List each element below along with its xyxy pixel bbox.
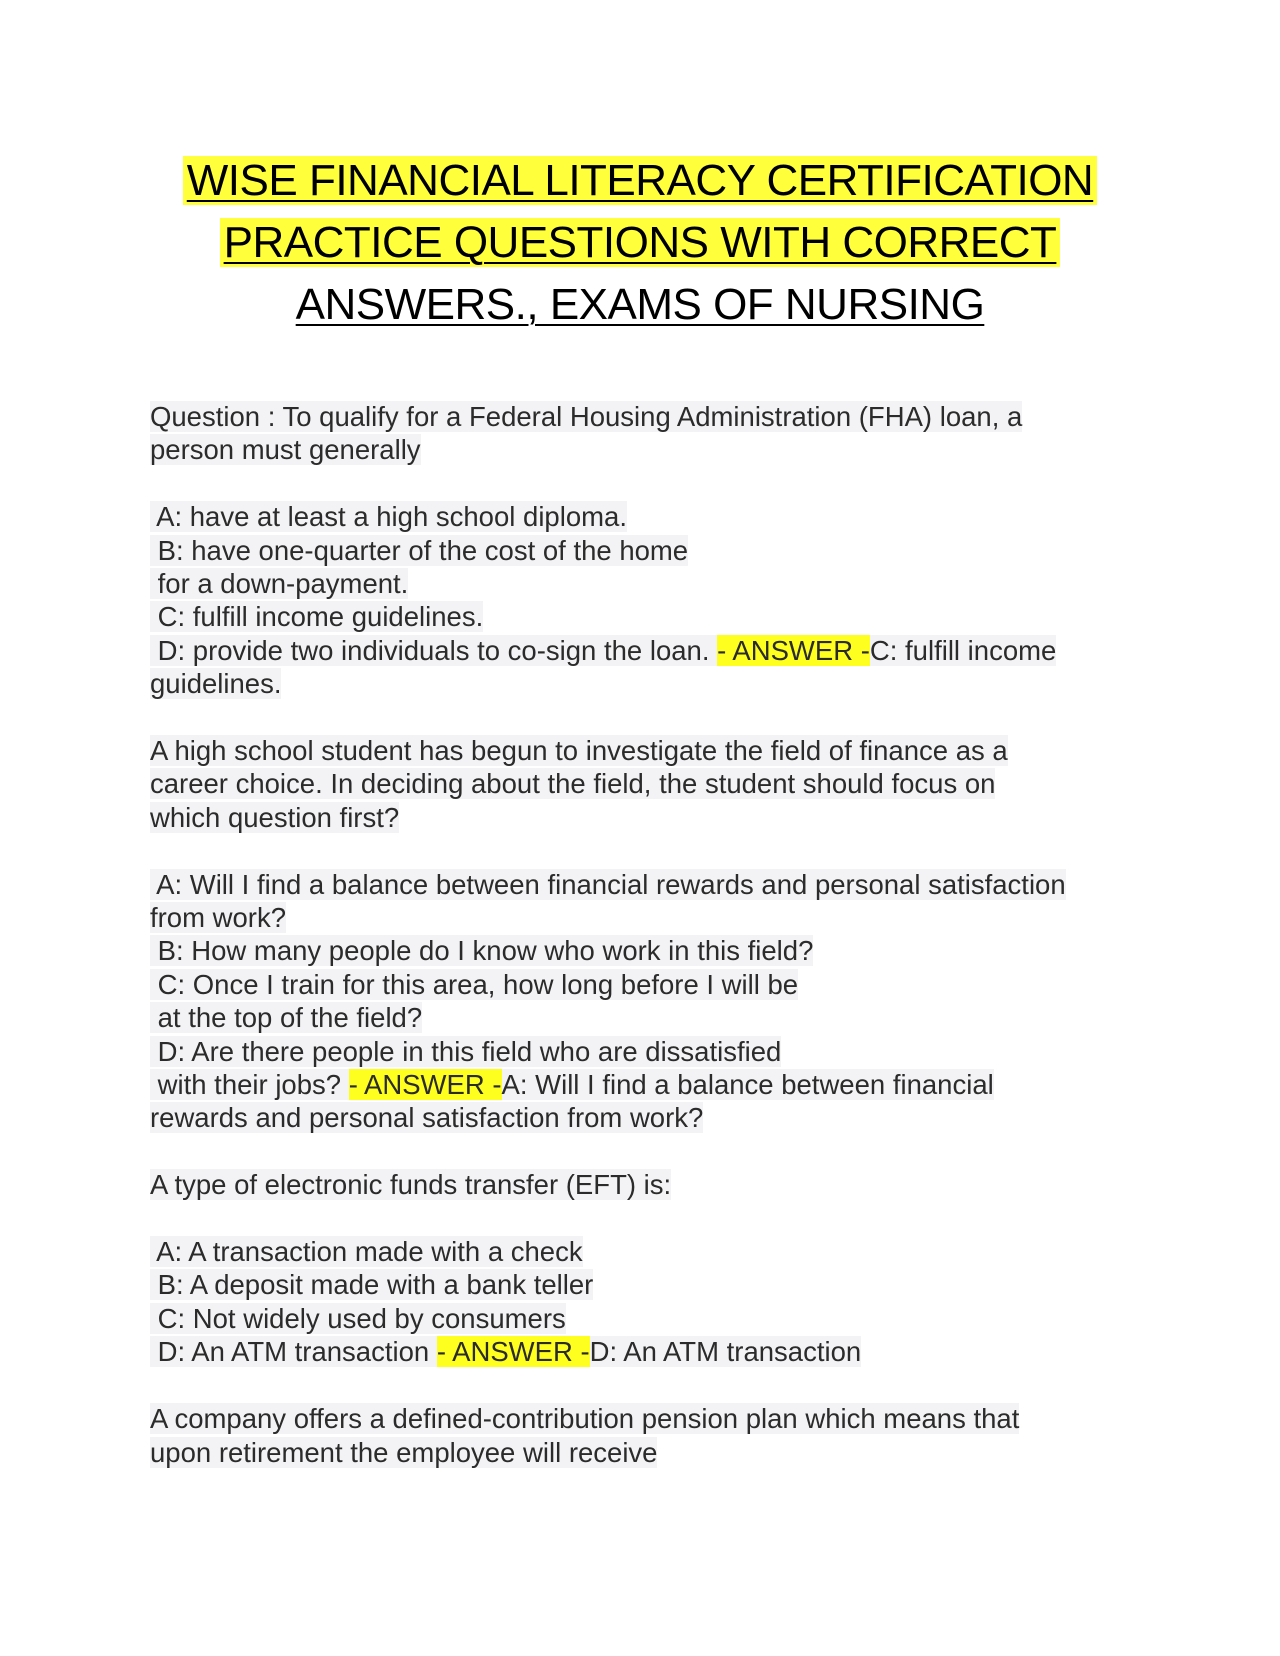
option-a: A: A transaction made with a check <box>150 1236 583 1268</box>
question-text: A type of electronic funds transfer (EFT) is: <box>150 1169 672 1201</box>
option-c: C: fulfill income guidelines. <box>150 601 484 633</box>
question-2-options <box>150 868 1150 1135</box>
title-line-2 <box>0 212 1280 274</box>
title-line-1 <box>0 150 1280 212</box>
question-text: A high school student has begun to investigate the field of finance as a <box>150 735 1008 767</box>
question-text: upon retirement the employee will receive <box>150 1436 658 1468</box>
option-d: D: provide two individuals to co-sign the loan. <box>150 634 718 666</box>
title-highlight: WISE FINANCIAL LITERACY CERTIFICATION <box>183 156 1097 205</box>
question-1-prompt <box>150 400 1150 467</box>
title-text: ANSWERS., EXAMS OF NURSING <box>295 280 985 329</box>
question-text: person must generally <box>150 434 421 466</box>
question-1-options <box>150 500 1150 700</box>
answer-label: - ANSWER - <box>348 1069 502 1101</box>
title-line-3 <box>0 274 1280 336</box>
option-d-continued: with their jobs? <box>150 1069 349 1101</box>
answer-text: C: fulfill income <box>869 634 1057 666</box>
option-c-continued: at the top of the field? <box>150 1002 423 1034</box>
option-b: B: have one-quarter of the cost of the home <box>150 534 689 566</box>
question-3-prompt <box>150 1168 1150 1201</box>
document-body <box>150 400 1150 1502</box>
question-text: A company offers a defined-contribution pension plan which means that <box>150 1403 1020 1435</box>
title-highlight: PRACTICE QUESTIONS WITH CORRECT <box>220 218 1061 267</box>
answer-text-continued: rewards and personal satisfaction from work? <box>150 1102 704 1134</box>
document-title <box>0 150 1280 336</box>
option-b: B: How many people do I know who work in this field? <box>150 935 814 967</box>
option-b-continued: for a down-payment. <box>150 568 409 600</box>
option-d: D: An ATM transaction <box>150 1336 437 1368</box>
option-b: B: A deposit made with a bank teller <box>150 1269 594 1301</box>
option-a-continued: from work? <box>150 902 286 934</box>
answer-label: - ANSWER - <box>717 634 870 666</box>
answer-text: D: An ATM transaction <box>589 1336 862 1368</box>
answer-text-continued: guidelines. <box>150 668 282 700</box>
question-text: career choice. In deciding about the field, the student should focus on <box>150 768 996 800</box>
option-a: A: Will I find a balance between financial rewards and personal satisfaction <box>150 868 1066 900</box>
option-c: C: Once I train for this area, how long before I will be <box>150 968 799 1000</box>
option-a: A: have at least a high school diploma. <box>150 501 627 533</box>
answer-label: - ANSWER - <box>436 1336 590 1368</box>
question-text: which question first? <box>150 801 400 833</box>
question-text: Question : To qualify for a Federal Housing Administration (FHA) loan, a <box>150 401 1023 432</box>
option-c: C: Not widely used by consumers <box>150 1302 566 1334</box>
question-3-options <box>150 1235 1150 1369</box>
question-2-prompt <box>150 734 1150 834</box>
answer-text: A: Will I find a balance between financial <box>501 1069 994 1101</box>
option-d: D: Are there people in this field who are dissatisfied <box>150 1035 782 1067</box>
question-4-prompt <box>150 1402 1150 1469</box>
